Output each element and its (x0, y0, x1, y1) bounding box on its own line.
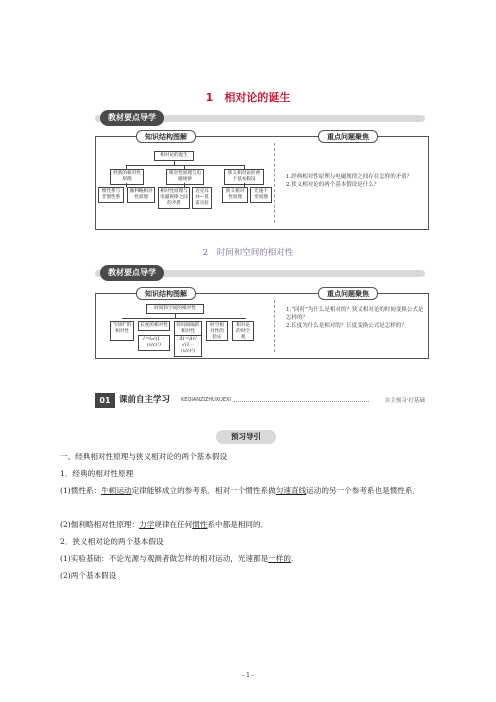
section-bar (95, 393, 425, 408)
question-1: 1.“同时”为什么是相对的？狭义相对论的时间变换公式是怎样的？ (286, 307, 424, 321)
diagram-node-l2: 时空相对性的验证 (206, 321, 228, 341)
section-number: 01 (95, 393, 115, 408)
heading-1-1: 1．经典的相对性原理 (60, 469, 134, 478)
knowledge-box-2 (95, 290, 429, 359)
paragraph-experiment: (1)实验基础：不论光源与观测者做怎样的相对运动，光速都是一样的． (60, 554, 299, 563)
banner-label: 教材要点导学 (100, 265, 164, 281)
diagram-node-l2: 时间间隔的相对性 (174, 321, 202, 337)
formula-length: l＝l₀√(1－(v/c)²) (138, 335, 170, 351)
section-title: 课前自主学习 (119, 395, 171, 405)
diagram-node-l2: 经典的相对性原理 (110, 169, 144, 185)
paragraph-galilean: (2)伽利略相对性原理：力学规律在任何惯性系中都是相同的． (60, 520, 269, 529)
lesson1-title: 1 相对论的诞生 (205, 91, 291, 104)
diagram-node-l2: 相对论的时空观 (232, 321, 254, 341)
blank-answer: 匀速直线 (275, 486, 307, 495)
box2-right-header: 重点问题聚焦 (318, 287, 378, 300)
heading-1-2: 2．狭义相对论的两个基本假设 (60, 537, 164, 546)
box2-questions (286, 306, 426, 330)
diagram-node-l2: 狭义相对论的两个基本假设 (224, 169, 264, 185)
blank-answer: 惯性 (192, 520, 208, 529)
box1-divider (274, 143, 275, 223)
diagram-node-l3: 惯性系与非惯性系 (98, 187, 124, 203)
diagram-node-l3: 伽利略相对性原理 (127, 187, 155, 203)
diagram-root: 相对论的诞生 (154, 151, 194, 161)
connector (122, 318, 246, 319)
lesson2-title: 2 时间和空间的相对性 (202, 248, 294, 258)
diagram-root: 时间和空间的相对性 (146, 304, 204, 314)
preview-guide-pill: 预习导引 (216, 430, 276, 444)
banner-1 (95, 110, 425, 126)
knowledge-box-1 (95, 133, 429, 230)
blank-answer: 牛顿运动 (101, 486, 132, 495)
diagram-node-l2: “同时”的相对性 (110, 321, 134, 341)
diagram-node-l3: 相对性原理与电磁规律之间的矛盾 (158, 187, 190, 209)
section-subtitle: 自主预习·打基础 (384, 398, 425, 404)
blank-answer: 力学 (139, 520, 155, 529)
diagram-node-l2: 长度的相对性 (138, 321, 170, 331)
connector (126, 165, 244, 166)
blank-answer: 一样的 (268, 554, 291, 563)
box1-left-header: 知识结构图解 (136, 130, 196, 143)
diagram-node-l3: 光速不变原理 (250, 187, 272, 203)
question-2: 2.长度为什么是相对的？长度变换公式是怎样的？ (286, 323, 407, 329)
heading-1: 一、经典相对性原理与狭义相对论的两个基本假设 (60, 452, 228, 461)
section-pinyin: KEQIANZIZHUXUEXI (181, 397, 231, 403)
formula-time: Δt＝Δτ/√(1－(v/c)²) (174, 335, 202, 357)
paragraph-inertial-frame: (1)惯性系：牛顿运动定律能够成立的参考系．相对一个惯性系做匀速直线运动的另一个参考系也是惯性系． (60, 486, 421, 495)
box2-left-header: 知识结构图解 (136, 287, 196, 300)
box2-divider (274, 300, 275, 352)
question-1: 1.经典相对性原理与电磁规律之间存在怎样的矛盾？ (286, 174, 413, 180)
box1-right-header: 重点问题聚焦 (318, 130, 378, 143)
banner-label: 教材要点导学 (100, 110, 164, 126)
paragraph-assumptions: (2)两个基本假设 (60, 571, 117, 580)
section-dotted-rule (233, 401, 369, 402)
diagram-node-l3: 迈克耳孙—莫雷实验 (192, 187, 212, 209)
banner-2 (95, 265, 425, 281)
diagram-node-l3: 狭义相对性原理 (222, 187, 248, 203)
question-2: 2.狭义相对论的两个基本假设是什么？ (286, 182, 380, 188)
box1-questions (286, 173, 426, 189)
page-number: - 1 - (242, 672, 254, 679)
diagram-node-l2: 相对性原理与电磁规律 (166, 169, 204, 185)
